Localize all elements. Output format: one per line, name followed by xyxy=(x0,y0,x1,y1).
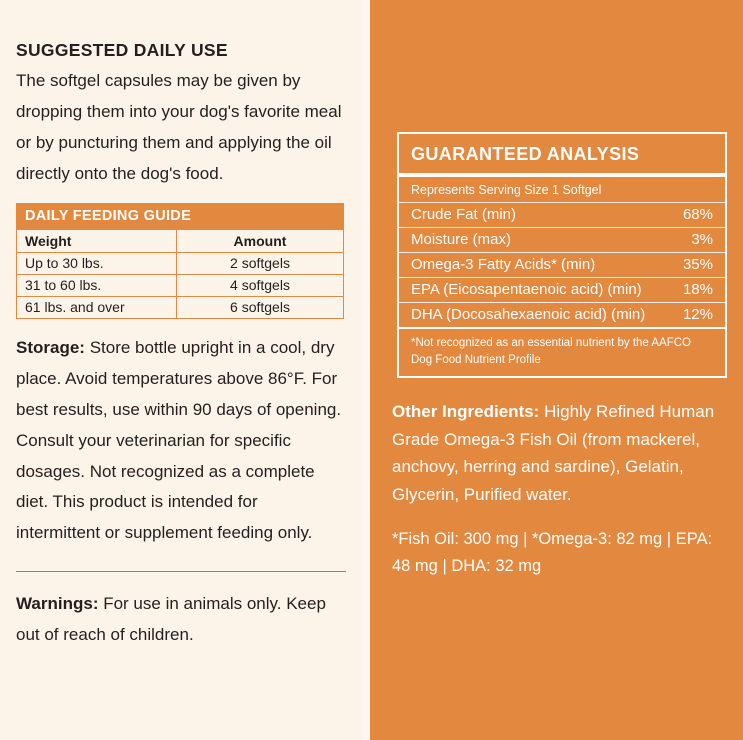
other-ingredients-paragraph xyxy=(392,398,730,508)
column-header-weight: Weight xyxy=(17,229,177,252)
suggested-daily-use-heading: SUGGESTED DAILY USE xyxy=(16,40,228,60)
cell-weight: 31 to 60 lbs. xyxy=(17,274,177,296)
cell-amount: 4 softgels xyxy=(177,274,344,296)
feeding-guide-title-row xyxy=(17,203,344,229)
analysis-nutrient-name: Moisture (max) xyxy=(411,231,512,248)
guaranteed-analysis-footnote: *Not recognized as an essential nutrient by the AAFCO Dog Food Nutrient Profile xyxy=(399,327,725,376)
analysis-row xyxy=(399,252,725,277)
table-row xyxy=(17,252,344,274)
warnings-label: Warnings: xyxy=(16,594,99,614)
right-panel xyxy=(370,0,743,740)
analysis-nutrient-value: 18% xyxy=(682,281,713,298)
suggested-daily-use-body: The softgel capsules may be given by dropping them into your dog's favorite meal or by puncturing them and applying the oil directly onto the dog's food. xyxy=(16,71,342,183)
panel-gap-strip xyxy=(362,0,370,740)
guaranteed-analysis-title: GUARANTEED ANALYSIS xyxy=(411,144,640,164)
analysis-nutrient-value: 35% xyxy=(682,256,713,273)
left-panel xyxy=(0,0,362,740)
analysis-row xyxy=(399,202,725,227)
analysis-nutrient-name: EPA (Eicosapentaenoic acid) (min) xyxy=(411,281,642,298)
storage-label: Storage: xyxy=(16,337,85,357)
analysis-nutrient-value: 12% xyxy=(682,306,713,323)
milligram-breakdown: *Fish Oil: 300 mg | *Omega-3: 82 mg | EPA: 48 mg | DHA: 32 mg xyxy=(392,530,713,575)
cell-weight: Up to 30 lbs. xyxy=(17,252,177,274)
warnings-paragraph xyxy=(16,589,346,651)
table-row xyxy=(17,274,344,296)
feeding-guide-title: DAILY FEEDING GUIDE xyxy=(17,203,344,229)
analysis-nutrient-value: 3% xyxy=(691,231,713,248)
section-divider xyxy=(16,571,346,572)
analysis-nutrient-value: 68% xyxy=(682,206,713,223)
other-ingredients-body: Highly Refined Human Grade Omega-3 Fish Oil (from mackerel, anchovy, herring and sardine), Gelatin, Glycerin, Purified water. xyxy=(392,402,715,504)
column-header-amount: Amount xyxy=(177,229,344,252)
feeding-guide-header-row xyxy=(17,229,344,252)
other-ingredients-label: Other Ingredients: xyxy=(392,402,540,421)
analysis-row xyxy=(399,227,725,252)
storage-body: Store bottle upright in a cool, dry place. Avoid temperatures above 86°F. For best results, use within 90 days of opening. Consult your veterinarian for specific dosages. Not recognized as a complete diet. This product is intended for intermittent or supplement feeding only. xyxy=(16,337,342,543)
analysis-nutrient-name: Crude Fat (min) xyxy=(411,206,517,223)
storage-paragraph xyxy=(16,333,346,550)
cell-amount: 2 softgels xyxy=(177,252,344,274)
other-ingredients-block xyxy=(392,398,730,580)
analysis-nutrient-name: DHA (Docosahexaenoic acid) (min) xyxy=(411,306,646,323)
serving-size-text: Represents Serving Size 1 Softgel xyxy=(411,183,602,197)
analysis-row xyxy=(399,277,725,302)
warnings-body: For use in animals only. Keep out of reach of children. xyxy=(16,594,326,645)
cell-amount: 6 softgels xyxy=(177,296,344,318)
table-row xyxy=(17,296,344,318)
daily-feeding-guide-table xyxy=(16,203,344,319)
analysis-nutrient-name: Omega-3 Fatty Acids* (min) xyxy=(411,256,596,273)
guaranteed-analysis-box xyxy=(397,132,727,378)
cell-weight: 61 lbs. and over xyxy=(17,296,177,318)
analysis-row xyxy=(399,302,725,327)
